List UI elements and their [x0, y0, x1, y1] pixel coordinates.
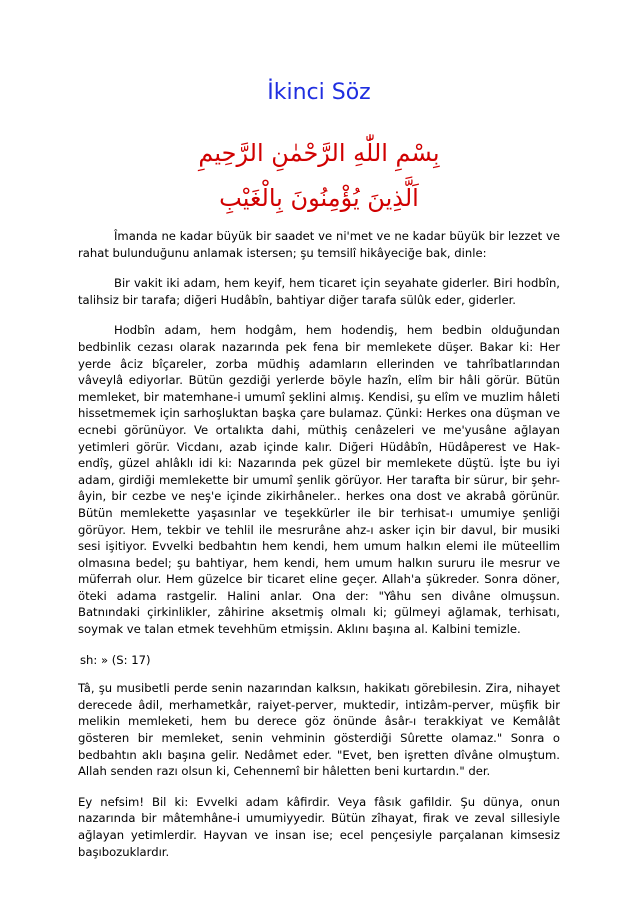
paragraph-hodbin: Hodbîn adam, hem hodgâm, hem hodendiş, hem bedbin olduğundan bedbinlik cezası olarak nazarında pek fena bir memlekete düşer. Bakar ki: Her yerde âciz bîçareler, zorba müdhiş adamların ellerinden ve tahrîbatlarından vâveylâ ediyorlar. Bütün gezdiği yerlerde böyle hazîn, elîm bir hâli görür. Bütün memleket, bir matemhane-i umumî şeklini almış. Kendisi, şu elîm ve muzlim hâleti hissetmemek için sarhoşluktan başka çare bulamaz. Çünki: Herkes ona düşman ve ecnebi görünüyor. Ve ortalıkta dahi, müthiş cenâzeleri ve me'yusâne ağlayan yetimleri görür. Vicdanı, azab içinde kalır. Diğeri Hüdâbîn, Hüdâperest ve Hak-endîş, güzel ahlâklı idi ki: Nazarında pek güzel bir memlekete düştü. İşte bu iyi adam, girdiği memlekette bir umumî şenlik görüyor. Her tarafta bir sürur, bir şehr-âyin, bir cezbe ve neş'e içinde zikirhâneler.. herkes ona dost ve akrabâ görünür. Bütün memlekette yaşasınlar ve teşekkürler ile bir terhisat-ı umumiye şenliği görüyor. Hem, tekbir ve tehlil ile mesrurâne ahz-ı asker için bir davul, bir musiki sesi işitiyor. Evvelki bedbahtın hem kendi, hem umum halkın elemi ile müteellim olmasına bedel; şu bahtiyar, hem kendi, hem umum halkın sururu ile mesrur ve müferrah olur. Hem güzelce bir ticaret eline geçer. Allah'a şükreder. Sonra döner, öteki adama rastgelir. Halini anlar. Ona der: "Yâhu sen divâne olmuşsun. Batnındaki çirkinlikler, zâhirine aksetmiş olmalı ki; gülmeyi ağlamak, terhisatı, soymak ve talan etmek tevehhüm etmişsin. Aklını başına al. Kalbini temizle. [78, 323, 560, 637]
paragraph-two-men: Bir vakit iki adam, hem keyif, hem ticaret için seyahate giderler. Biri hodbîn, talihsiz bir tarafa; diğeri Hudâbîn, bahtiyar diğer tarafa sülûk eder, giderler. [78, 276, 560, 307]
paragraph-ey-nefsim: Ey nefsim! Bil ki: Evvelki adam kâfirdir. Veya fâsık gafildir. Şu dünya, onun nazarında bir mâtemhâne-i umumiyyedir. Bütün zîhayat, firak ve zeval sillesiyle ağlayan yetimlerdir. Hayvan ve insan ise; ecel pençesiyle parçalanan kimsesiz başıbozuklardır. [78, 794, 560, 859]
paragraph-ta: Tâ, şu musibetli perde senin nazarından kalksın, hakikatı görebilesin. Zira, nihayet derecede âdil, merhametkâr, raiyet-perver, muktedir, intizâm-perver, müşfik bir melikin memleketi, hem bu derece göz önünde âsâr-ı terakkiyat ve Kemâlât gösteren bir memleket, senin vehminin gösterdiği Sûrette olamaz." Sonra o bedbahtın aklı başına gelir. Nedâmet eder. "Evet, ben işretten dîvâne olmuştum. Allah senden razı olsun ki, Cehennemî bir hâletten beni kurtardın." der. [78, 681, 560, 779]
ayah-heading: اَلَّذِينَ يُؤْمِنُونَ بِالْغَيْبِ [219, 184, 419, 212]
paragraph-intro: Îmanda ne kadar büyük bir saadet ve ni'met ve ne kadar büyük bir lezzet ve rahat bulunduğunu anlamak istersen; şu temsilî hikâyeciğe bak, dinle: [78, 229, 560, 260]
page-reference: sh: » (S: 17) [80, 652, 151, 667]
bismillah-heading: بِسْمِ اللّٰهِ الرَّحْمٰنِ الرَّحِيمِ [198, 139, 440, 167]
document-title: İkinci Söz [267, 80, 371, 105]
body-text [78, 228, 560, 874]
